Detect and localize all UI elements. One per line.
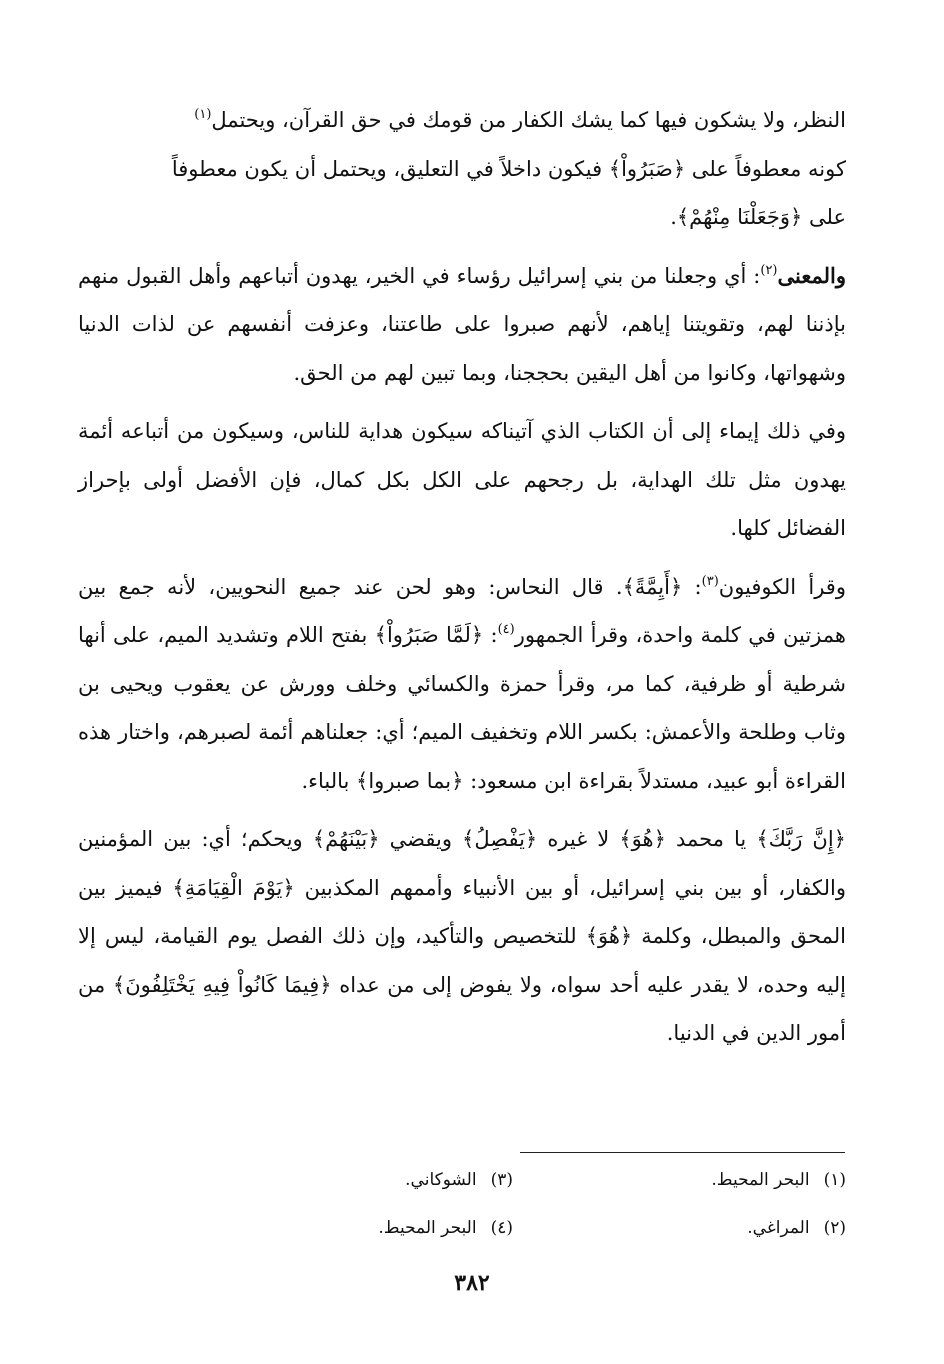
footnote-1-number: (١) — [823, 1170, 846, 1190]
paragraph-4-part-3: : ﴿لَمَّا صَبَرُواْ﴾ بفتح اللام وتشديد الميم، على أنها شرطية أو ظرفية، كما مر، وقرأ حمزة والكسائي وخلف وورش عن يعقوب ويحيى بن وثاب وطلحة والأعمش: بكسر اللام وتخفيف الميم؛ أي: جعلناهم أئمة لصبرهم، واختار هذه القراءة أبو عبيد، مستدلاً بقراءة ابن مسعود: ﴿بما صبروا﴾ بالباء. — [78, 623, 846, 793]
footnote-2-number: (٢) — [823, 1218, 846, 1238]
footnote-1-text: البحر المحيط. — [711, 1170, 810, 1190]
footnote-1 — [513, 1164, 846, 1196]
paragraph-4-part-2: : ﴿أَيِمَّةً﴾. قال النحاس: وهو لحن عند جميع النحويين، لأنه جمع بين همزتين في كلمة واحدة، وقرأ الجمهور — [78, 574, 846, 647]
footnote-ref-2: (٢) — [760, 262, 778, 278]
paragraph-2-text: : أي وجعلنا من بني إسرائيل رؤساء في الخير، يهدون أتباعهم وأهل القبول منهم بإذننا لهم، وتقويتنا إياهم، لأنهم صبروا على طاعتنا، وعزفت أنفسهم عن لذات الدنيا وشهواتها، وكانوا من أهل اليقين بحججنا، وبما تبين لهم من الحق. — [78, 263, 846, 385]
paragraph-1-line-2: كونه معطوفاً على ﴿صَبَرُواْ﴾ فيكون داخلاً في التعليق، ويحتمل أن يكون معطوفاً — [171, 156, 846, 181]
paragraph-3 — [78, 407, 846, 553]
paragraph-4 — [78, 563, 846, 806]
footnote-ref-4: (٤) — [497, 622, 515, 637]
footnote-4-number: (٤) — [490, 1218, 513, 1238]
paragraph-5 — [78, 815, 846, 1058]
paragraph-1-line-3: على ﴿وَجَعَلْنَا مِنْهُمْ﴾. — [670, 205, 846, 229]
footnote-3-text: الشوكاني. — [405, 1170, 477, 1190]
paragraph-1-line-1: النظر، ولا يشكون فيها كما يشك الكفار من قومك في حق القرآن، ويحتمل — [211, 108, 846, 132]
footnote-3 — [180, 1164, 513, 1196]
footnote-ref-3: (٣) — [701, 573, 719, 589]
footnote-ref-1: (١) — [194, 107, 212, 122]
footnote-2 — [513, 1212, 846, 1244]
paragraph-3-text: وفي ذلك إيماء إلى أن الكتاب الذي آتيناكه سيكون هداية للناس، وسيكون من أتباعه أئمة يهدون مثل تلك الهداية، بل رجحهم على الكل بكل كمال، فإن الأفضل أولى بإحراز الفضائل كلها. — [78, 419, 846, 540]
paragraph-2 — [78, 252, 846, 398]
footnote-4 — [180, 1212, 513, 1244]
paragraph-5-text: ﴿إِنَّ رَبَّكَ﴾ يا محمد ﴿هُوَ﴾ لا غيره ﴿يَفْصِلُ﴾ ويقضي ﴿بَيْنَهُمْ﴾ ويحكم؛ أي: بين المؤمنين والكفار، أو بين بني إسرائيل، أو بين الأنبياء وأممهم المكذبين ﴿يَوْمَ الْقِيَامَةِ﴾ فيميز بين المحق والمبطل، وكلمة ﴿هُوَ﴾ للتخصيص والتأكيد، وإن ذلك الفصل يوم القيامة، ليس إلا إليه وحده، لا يقدر عليه أحد سواه، ولا يفوض إلى من عداه ﴿فِيمَا كَانُواْ فِيهِ يَخْتَلِفُونَ﴾ من أمور الدين في الدنيا. — [78, 827, 846, 1045]
footnote-4-text: البحر المحيط. — [378, 1218, 477, 1238]
page-number: ٣٨٢ — [454, 1270, 490, 1296]
paragraph-2-lead: والمعنى — [777, 262, 846, 288]
paragraph-1 — [78, 96, 846, 242]
footnotes — [180, 1164, 846, 1244]
footnote-2-text: المراغي. — [747, 1218, 810, 1238]
footnote-divider — [520, 1152, 845, 1153]
footnote-3-number: (٣) — [490, 1170, 513, 1190]
paragraph-4-part-1: وقرأ الكوفيون — [718, 574, 846, 599]
